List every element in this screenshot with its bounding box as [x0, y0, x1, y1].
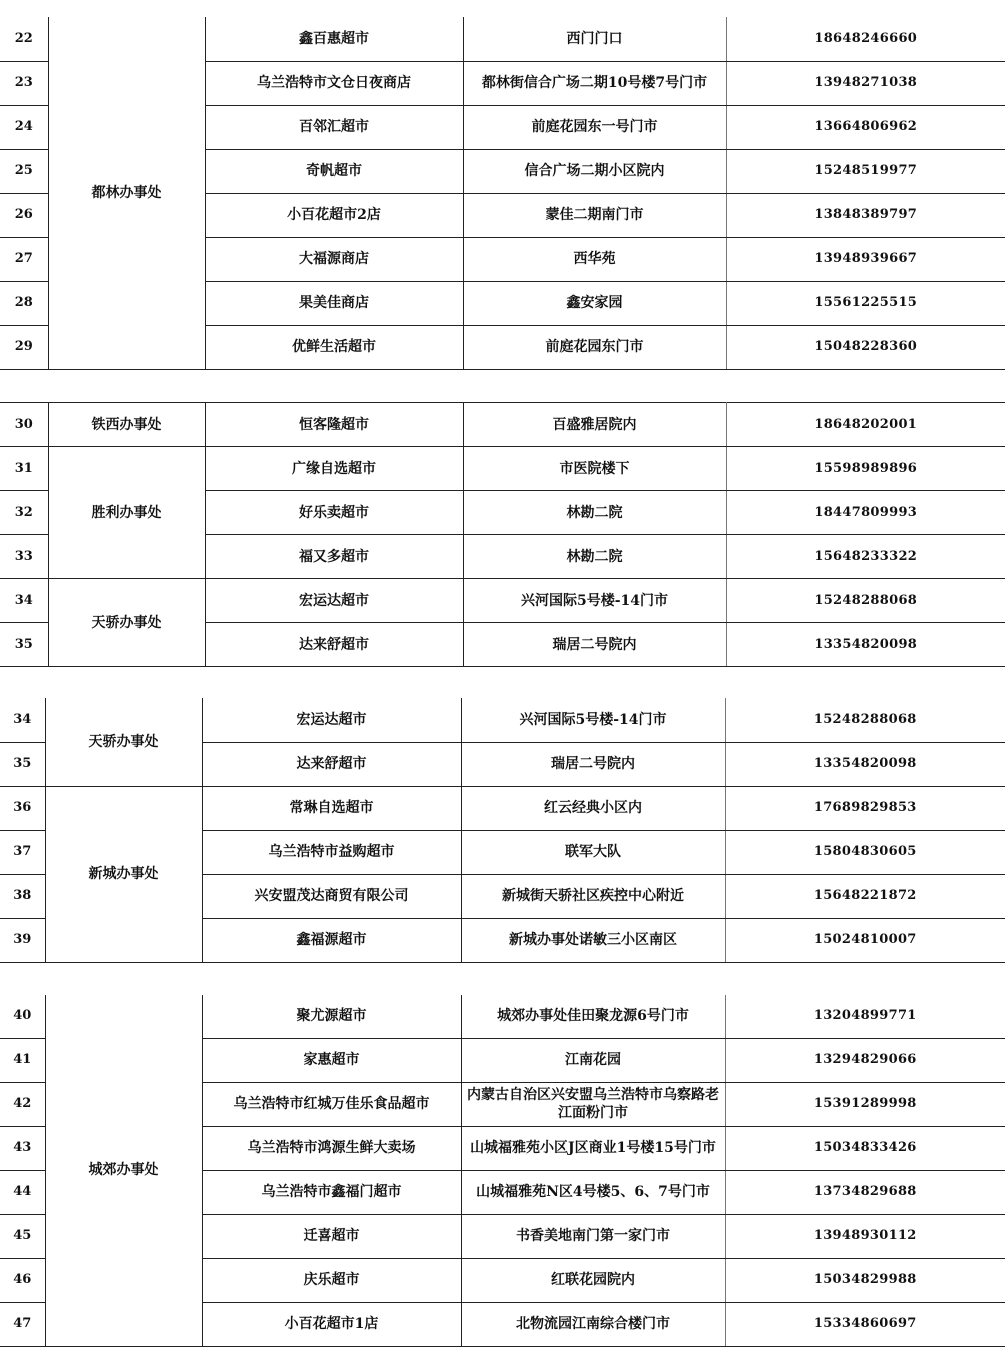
row-number: 40: [0, 995, 45, 1038]
office-cell: 铁西办事处: [48, 403, 205, 447]
store-phone: 15648221872: [725, 874, 1005, 918]
store-name: 小百花超市1店: [202, 1302, 461, 1346]
store-address: 兴河国际5号楼-14门市: [463, 579, 726, 623]
store-address: 山城福雅苑小区J区商业1号楼15号门市: [461, 1126, 725, 1170]
table-section-tiexi-shengli-tianjiao: [0, 402, 1005, 667]
office-cell: 新城办事处: [45, 786, 202, 962]
row-number: 43: [0, 1126, 45, 1170]
table-row: [0, 995, 1005, 1038]
table-row: [0, 17, 1005, 61]
row-number: 29: [0, 325, 48, 369]
store-address: 城郊办事处佳田聚龙源6号门市: [461, 995, 725, 1038]
store-phone: 15248288068: [725, 698, 1005, 742]
table-section-tianjiao-xincheng: [0, 698, 1005, 963]
store-address: 前庭花园东门市: [463, 325, 726, 369]
store-phone: 15048228360: [726, 325, 1005, 369]
store-phone: 15334860697: [725, 1302, 1005, 1346]
store-name: 达来舒超市: [202, 742, 461, 786]
store-name: 恒客隆超市: [205, 403, 463, 447]
row-number: 33: [0, 535, 48, 579]
store-address: 新城街天骄社区疾控中心附近: [461, 874, 725, 918]
store-name: 乌兰浩特市益购超市: [202, 830, 461, 874]
row-number: 34: [0, 579, 48, 623]
store-address: 市医院楼下: [463, 447, 726, 491]
store-phone: 17689829853: [725, 786, 1005, 830]
store-name: 宏运达超市: [205, 579, 463, 623]
store-address: 林勘二院: [463, 491, 726, 535]
store-address: 红云经典小区内: [461, 786, 725, 830]
row-number: 38: [0, 874, 45, 918]
store-phone: 13354820098: [726, 623, 1005, 667]
row-number: 39: [0, 918, 45, 962]
table-row: [0, 786, 1005, 830]
row-number: 27: [0, 237, 48, 281]
store-phone: 18648246660: [726, 17, 1005, 61]
row-number: 44: [0, 1170, 45, 1214]
store-name: 聚尤源超市: [202, 995, 461, 1038]
store-phone: 15248519977: [726, 149, 1005, 193]
row-number: 35: [0, 742, 45, 786]
store-phone: 13734829688: [725, 1170, 1005, 1214]
store-phone: 15248288068: [726, 579, 1005, 623]
store-name: 福又多超市: [205, 535, 463, 579]
store-name: 家惠超市: [202, 1038, 461, 1082]
store-table: [0, 402, 1005, 667]
store-address: 信合广场二期小区院内: [463, 149, 726, 193]
store-address: 鑫安家园: [463, 281, 726, 325]
row-number: 46: [0, 1258, 45, 1302]
store-table: [0, 698, 1005, 963]
row-number: 32: [0, 491, 48, 535]
store-name: 奇帆超市: [205, 149, 463, 193]
store-phone: 15598989896: [726, 447, 1005, 491]
store-address: 兴河国际5号楼-14门市: [461, 698, 725, 742]
store-name: 庆乐超市: [202, 1258, 461, 1302]
store-phone: 13354820098: [725, 742, 1005, 786]
row-number: 24: [0, 105, 48, 149]
store-phone: 15648233322: [726, 535, 1005, 579]
store-table: [0, 17, 1005, 370]
store-phone: 13948930112: [725, 1214, 1005, 1258]
store-phone: 13948939667: [726, 237, 1005, 281]
store-address: 前庭花园东一号门市: [463, 105, 726, 149]
table-row: [0, 403, 1005, 447]
store-address: 蒙佳二期南门市: [463, 193, 726, 237]
row-number: 34: [0, 698, 45, 742]
row-number: 41: [0, 1038, 45, 1082]
row-number: 37: [0, 830, 45, 874]
store-phone: 15391289998: [725, 1082, 1005, 1126]
table-section-chengjiao: [0, 995, 1005, 1347]
store-name: 广缘自选超市: [205, 447, 463, 491]
office-cell: 天骄办事处: [48, 579, 205, 667]
row-number: 23: [0, 61, 48, 105]
store-address: 内蒙古自治区兴安盟乌兰浩特市乌察路老江面粉门市: [461, 1082, 725, 1126]
row-number: 45: [0, 1214, 45, 1258]
store-name: 优鲜生活超市: [205, 325, 463, 369]
store-phone: 18447809993: [726, 491, 1005, 535]
row-number: 35: [0, 623, 48, 667]
store-name: 宏运达超市: [202, 698, 461, 742]
store-name: 小百花超市2店: [205, 193, 463, 237]
store-phone: 13204899771: [725, 995, 1005, 1038]
row-number: 30: [0, 403, 48, 447]
table-row: [0, 579, 1005, 623]
office-cell: 都林办事处: [48, 17, 205, 369]
store-address: 联军大队: [461, 830, 725, 874]
store-address: 北物流园江南综合楼门市: [461, 1302, 725, 1346]
store-address: 西华苑: [463, 237, 726, 281]
store-name: 大福源商店: [205, 237, 463, 281]
store-address: 书香美地南门第一家门市: [461, 1214, 725, 1258]
row-number: 28: [0, 281, 48, 325]
store-name: 迁喜超市: [202, 1214, 461, 1258]
store-phone: 15561225515: [726, 281, 1005, 325]
row-number: 36: [0, 786, 45, 830]
store-phone: 13948271038: [726, 61, 1005, 105]
store-phone: 15034833426: [725, 1126, 1005, 1170]
store-name: 乌兰浩特市红城万佳乐食品超市: [202, 1082, 461, 1126]
store-address: 百盛雅居院内: [463, 403, 726, 447]
store-name: 乌兰浩特市文仓日夜商店: [205, 61, 463, 105]
store-phone: 15804830605: [725, 830, 1005, 874]
store-phone: 13664806962: [726, 105, 1005, 149]
store-address: 红联花园院内: [461, 1258, 725, 1302]
store-phone: 15034829988: [725, 1258, 1005, 1302]
row-number: 26: [0, 193, 48, 237]
office-cell: 胜利办事处: [48, 447, 205, 579]
table-section-dulin: [0, 17, 1005, 370]
store-phone: 18648202001: [726, 403, 1005, 447]
store-name: 达来舒超市: [205, 623, 463, 667]
store-address: 林勘二院: [463, 535, 726, 579]
store-phone: 15024810007: [725, 918, 1005, 962]
store-address: 瑞居二号院内: [461, 742, 725, 786]
store-address: 都林街信合广场二期10号楼7号门市: [463, 61, 726, 105]
store-phone: 13848389797: [726, 193, 1005, 237]
store-address: 西门门口: [463, 17, 726, 61]
row-number: 47: [0, 1302, 45, 1346]
store-name: 乌兰浩特市鸿源生鲜大卖场: [202, 1126, 461, 1170]
office-cell: 天骄办事处: [45, 698, 202, 786]
row-number: 31: [0, 447, 48, 491]
table-row: [0, 447, 1005, 491]
store-name: 好乐卖超市: [205, 491, 463, 535]
store-address: 瑞居二号院内: [463, 623, 726, 667]
store-name: 乌兰浩特市鑫福门超市: [202, 1170, 461, 1214]
store-phone: 13294829066: [725, 1038, 1005, 1082]
store-table: [0, 995, 1005, 1347]
store-name: 常琳自选超市: [202, 786, 461, 830]
store-name: 兴安盟茂达商贸有限公司: [202, 874, 461, 918]
office-cell: 城郊办事处: [45, 995, 202, 1346]
store-name: 果美佳商店: [205, 281, 463, 325]
row-number: 25: [0, 149, 48, 193]
store-name: 鑫福源超市: [202, 918, 461, 962]
store-name: 鑫百惠超市: [205, 17, 463, 61]
store-address: 江南花园: [461, 1038, 725, 1082]
row-number: 42: [0, 1082, 45, 1126]
store-name: 百邻汇超市: [205, 105, 463, 149]
store-address: 新城办事处诺敏三小区南区: [461, 918, 725, 962]
row-number: 22: [0, 17, 48, 61]
store-address: 山城福雅苑N区4号楼5、6、7号门市: [461, 1170, 725, 1214]
table-row: [0, 698, 1005, 742]
